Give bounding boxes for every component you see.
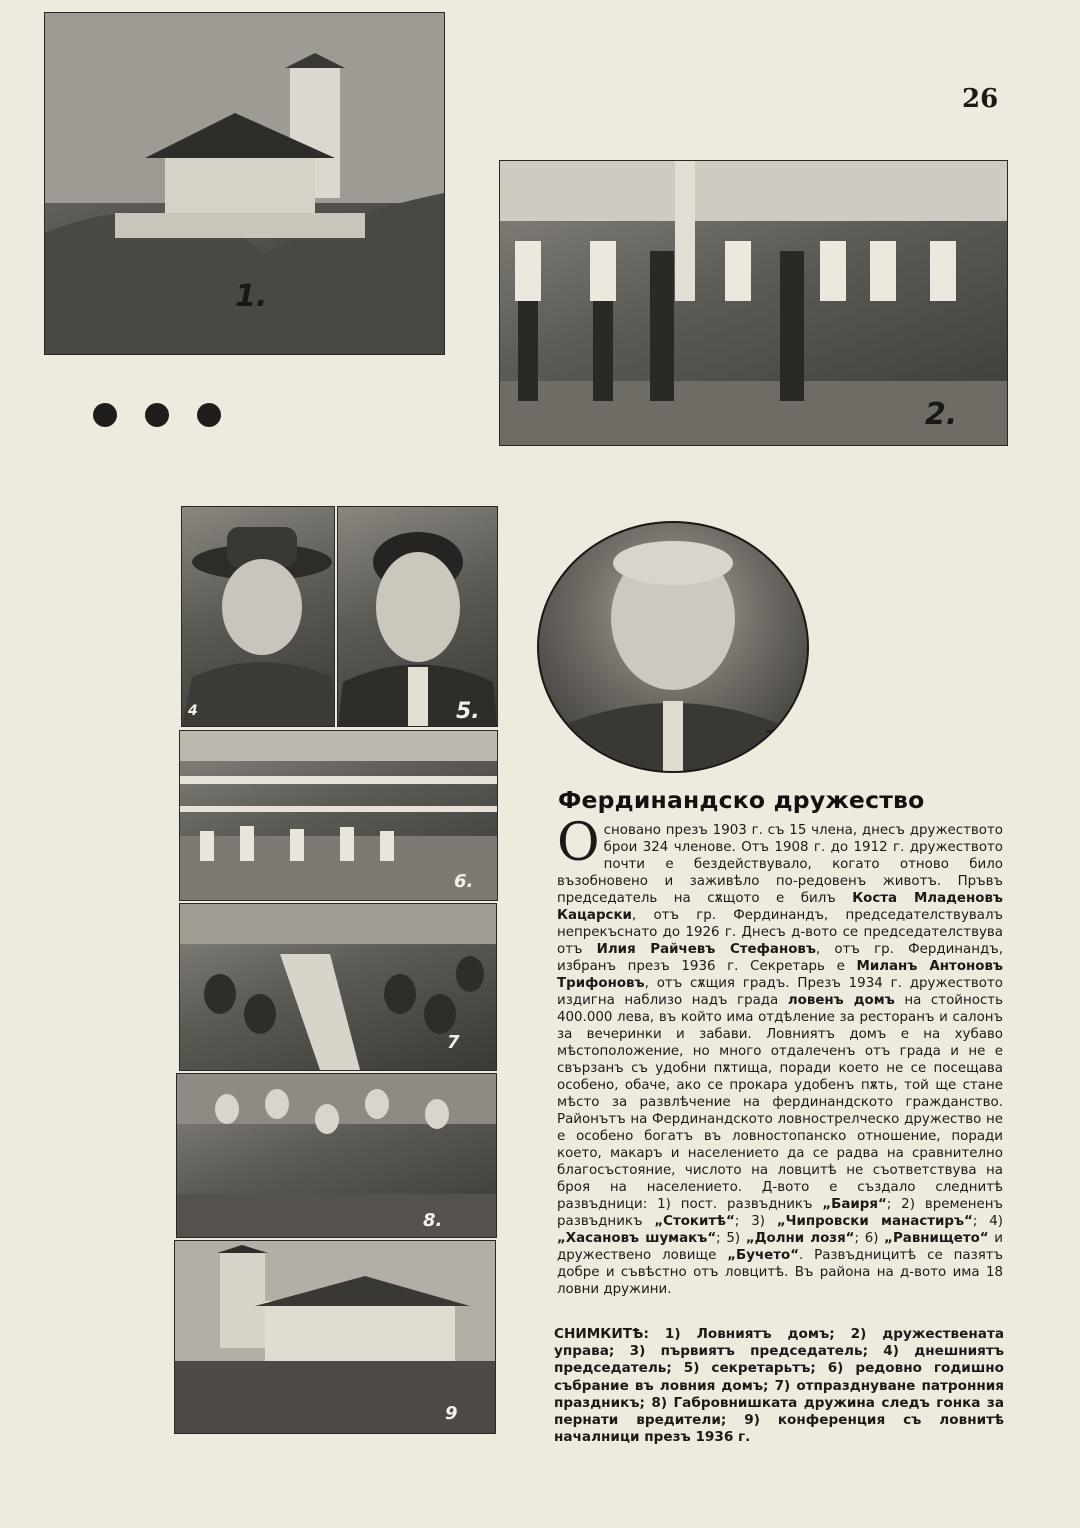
hunting-party-illustration (177, 1074, 496, 1237)
dot-ornament (197, 403, 221, 427)
portrait-illustration (338, 507, 497, 726)
photo-label: 4 (188, 703, 198, 719)
photo-secretary (337, 506, 498, 727)
article-body (557, 813, 1004, 1298)
decorative-dots (93, 403, 221, 427)
article-text: ; 5) (716, 1231, 746, 1246)
photo-label: 5. (456, 699, 480, 724)
captions-text: : 1) Ловниятъ домъ; 2) дружествената управа; 3) първиятъ председатель; 4) днешниятъ председатель; 5) секретарьтъ; 6) редовно годишно събрание въ ловния домъ; 7) отпразднуване патронния праздникъ; 8) Габровнишката дружина следъ гонка за пернати вредители; 9) конференция съ ловнитѣ началници презъ 1936 г. (554, 1326, 1004, 1446)
photo-label: 6. (454, 871, 474, 892)
captions-lead: СНИМКИТѢ (554, 1326, 644, 1342)
article-name: Илия Райчевъ Стефановъ (596, 942, 816, 957)
article-text: на стойность 400.000 лева, въ който има отдѣление за ресторанъ и салонъ за вечеринки и забави. Ловниятъ домъ е на хубаво мѣстоположение, но много отдалеченъ отъ града и не е свързанъ съ удобни пѫтища, поради което не се посещава особено, обаче, ако се прокара удобенъ пѫть, той ще стане мѣсто за развлѣчение на фердинандското гражданство. Районътъ на Фердинандското ловнострелческо дружество не е особено богатъ въ ловностопанско отношение, поради което, макаръ и населението да се радва на сравнително благосъстояние, числото на ловцитѣ не съответствува на броя на населението. Д-вото е създало следнитѣ развъдници: 1) пост. развъдникъ (557, 993, 1003, 1212)
article-text: ; 2) времененъ развъдникъ (557, 1197, 1003, 1229)
article-text: , отъ сѫщия градъ. Презъ 1934 г. дружеството издигна наблизо надъ града (557, 976, 1003, 1008)
photo-label: 8. (423, 1210, 443, 1231)
photo-hunting-party (176, 1073, 497, 1238)
photo-conference (174, 1240, 496, 1434)
page-number: 26 (962, 84, 999, 114)
photo-hunting-lodge (44, 12, 445, 355)
article-term: „Баиря“ (822, 1197, 887, 1212)
meeting-illustration (180, 731, 497, 900)
article-text: ; 6) (854, 1231, 885, 1246)
article-term: „Бучето“ (727, 1248, 799, 1263)
article-term: „Хасановъ шумакъ“ (557, 1231, 717, 1246)
photo-captions (554, 1326, 1004, 1446)
article-text: , отъ гр. Фердинандъ, избранъ презъ 1936 г. Секретарь е (557, 942, 1003, 974)
photo-label: 9 (445, 1403, 458, 1424)
article-name: Миланъ Антоновъ Трифоновъ (557, 959, 1003, 991)
article-text: ; 3) (734, 1214, 777, 1229)
photo-current-chairman (181, 506, 335, 727)
article-text: ; 4) (972, 1214, 1003, 1229)
article-heading: Фердинандско дружество (558, 786, 925, 814)
article-text: и дружествено ловище (557, 1231, 1003, 1263)
article-text: сновано презъ 1903 г. съ 15 члена, днесъ дружеството брои 324 членове. Отъ 1908 г. до 1912 г. дружеството почти е бездействувало, когато отново било възобновено и заживѣло по-редовенъ животъ. Пръвъ председатель на сѫщото е билъ (557, 823, 1003, 906)
article-term: „Равнището“ (884, 1231, 989, 1246)
dot-ornament (93, 403, 117, 427)
photo-annual-meeting (179, 730, 498, 901)
article-name: Коста Младеновъ Кацарски (557, 891, 1003, 923)
article-text: , отъ гр. Фердинандъ, председателствувалъ непрекъснато до 1926 г. Днесъ д-вото се председателствува отъ (557, 908, 1003, 957)
portrait-illustration (182, 507, 334, 726)
dot-ornament (145, 403, 169, 427)
article-text: . Развъдницитѣ се пазятъ добре и съвѣстно отъ ловцитѣ. Въ района на д-вото има 18 ловни дружини. (557, 1248, 1004, 1297)
photo-label: 2. (925, 397, 958, 432)
photo-first-chairman (537, 521, 809, 773)
article-term: „Долни лозя“ (745, 1231, 855, 1246)
photo-label: 1. (235, 279, 268, 314)
drop-cap: О (557, 813, 600, 873)
photo-label: 7 (447, 1032, 460, 1053)
photo-label: 3 (763, 728, 777, 753)
photo-society-board (499, 160, 1008, 446)
photo-patron-holiday (179, 903, 497, 1071)
article-term: „Стокитѣ“ (654, 1214, 735, 1229)
article-term: „Чипровски манастиръ“ (776, 1214, 973, 1229)
article-term: ловенъ домъ (787, 993, 895, 1008)
